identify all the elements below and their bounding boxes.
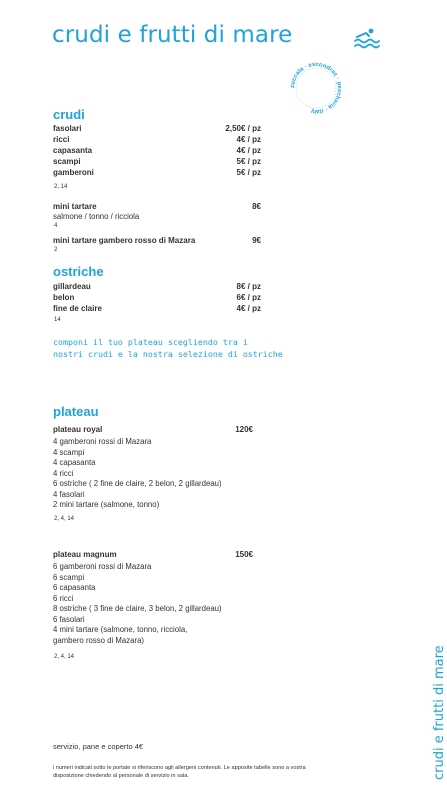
allergen-codes: 14 [54,317,61,323]
item-name: mini tartare gambero rosso di Mazara [53,236,196,245]
item-name: fine de claire [53,304,102,313]
list-item: 6 scampi [53,572,85,582]
menu-item-row [53,236,261,247]
menu-item-row [53,293,261,304]
item-price: 6€ / pz [236,293,261,302]
plateau-price: 150€ [235,550,253,559]
item-name: belon [53,293,75,302]
list-item: 2 mini tartare (salmone, tonno) [53,500,160,509]
list-item: 4 gamberoni rossi di Mazara [53,437,152,446]
menu-item-row [53,157,261,168]
stamp-logo [284,56,348,120]
item-name: capasanta [53,146,93,155]
item-price: 8€ [252,202,261,211]
menu-item-row [53,282,261,293]
svg-text:zuccala · escondrac · pescheri: zuccala · escondrac · pescheria · italy [289,61,343,115]
list-item: 4 ricci [53,468,74,478]
item-price: 4€ / pz [236,135,261,144]
list-item: 6 ricci [53,593,74,603]
plateau-name: plateau magnum [53,550,117,559]
allergen-codes: 2, 14 [54,184,68,190]
side-title: crudi e frutti di mare [432,645,447,780]
list-item: 6 gamberoni rossi di Mazara [53,562,152,571]
list-item: 6 capasanta [53,583,96,592]
item-name: scampi [53,157,81,166]
item-name: gamberoni [53,168,94,177]
plateau-note-line1: componi il tuo plateau scegliendo tra i [53,337,248,347]
list-item: 4 capasanta [53,458,96,467]
item-price: 4€ / pz [236,146,261,155]
item-price: 4€ / pz [236,304,261,313]
list-item: 4 scampi [53,447,85,457]
list-item: 8 ostriche ( 3 fine de claire, 3 belon, 2 gillardeau) [53,604,222,613]
item-price: 2,50€ / pz [225,124,261,133]
item-price: 8€ / pz [236,282,261,291]
list-item: gambero rosso di Mazara) [53,635,145,645]
item-description: salmone / tonno / ricciola [53,212,140,221]
plateau-magnum-contents [53,562,222,646]
allergen-codes: 4 [54,223,58,229]
list-item: 6 ostriche ( 2 fine de claire, 2 belon, 2 gillardeau) [53,479,222,488]
section-title-crudi: crudi [53,107,85,122]
section-title-ostriche: ostriche [53,264,104,279]
service-charge: servizio, pane e coperto 4€ [53,742,144,751]
item-price: 5€ / pz [236,168,261,177]
plateau-name: plateau royal [53,425,103,434]
item-price: 5€ / pz [236,157,261,166]
plateau-note-line2: nostri crudi e la nostra selezione di ostriche [53,349,283,359]
menu-item-row [53,135,261,146]
list-item: 6 fasolari [53,614,85,624]
item-name: mini tartare [53,202,97,211]
item-price: 9€ [252,236,261,245]
list-item: 4 fasolari [53,489,85,499]
list-item: 4 mini tartare (salmone, tonno, ricciola, [53,625,188,634]
allergen-footnote: i numeri indicati sotto le portate si riferiscono agli allergeni contenuti. Le apposite tabelle sono a vostra disposizione chiedendo al personale di servizio in sala. [53,765,306,779]
section-title-plateau: plateau [53,404,99,419]
menu-item-row [53,304,261,315]
menu-item-row [53,146,261,157]
item-name: gillardeau [53,282,91,291]
menu-item-row [53,124,261,135]
plateau-price: 120€ [235,425,253,434]
wave-icon [354,27,380,49]
allergen-codes: 2 [54,247,58,253]
allergen-codes: 2, 4, 14 [54,654,75,660]
page-title: crudi e frutti di mare [52,22,293,48]
allergen-codes: 2, 4, 14 [54,516,75,522]
plateau-royal-header [53,425,253,436]
item-name: fasolari [53,124,82,133]
plateau-magnum-header [53,550,253,561]
item-name: ricci [53,135,70,144]
plateau-royal-contents [53,437,222,511]
menu-item-row [53,168,261,179]
